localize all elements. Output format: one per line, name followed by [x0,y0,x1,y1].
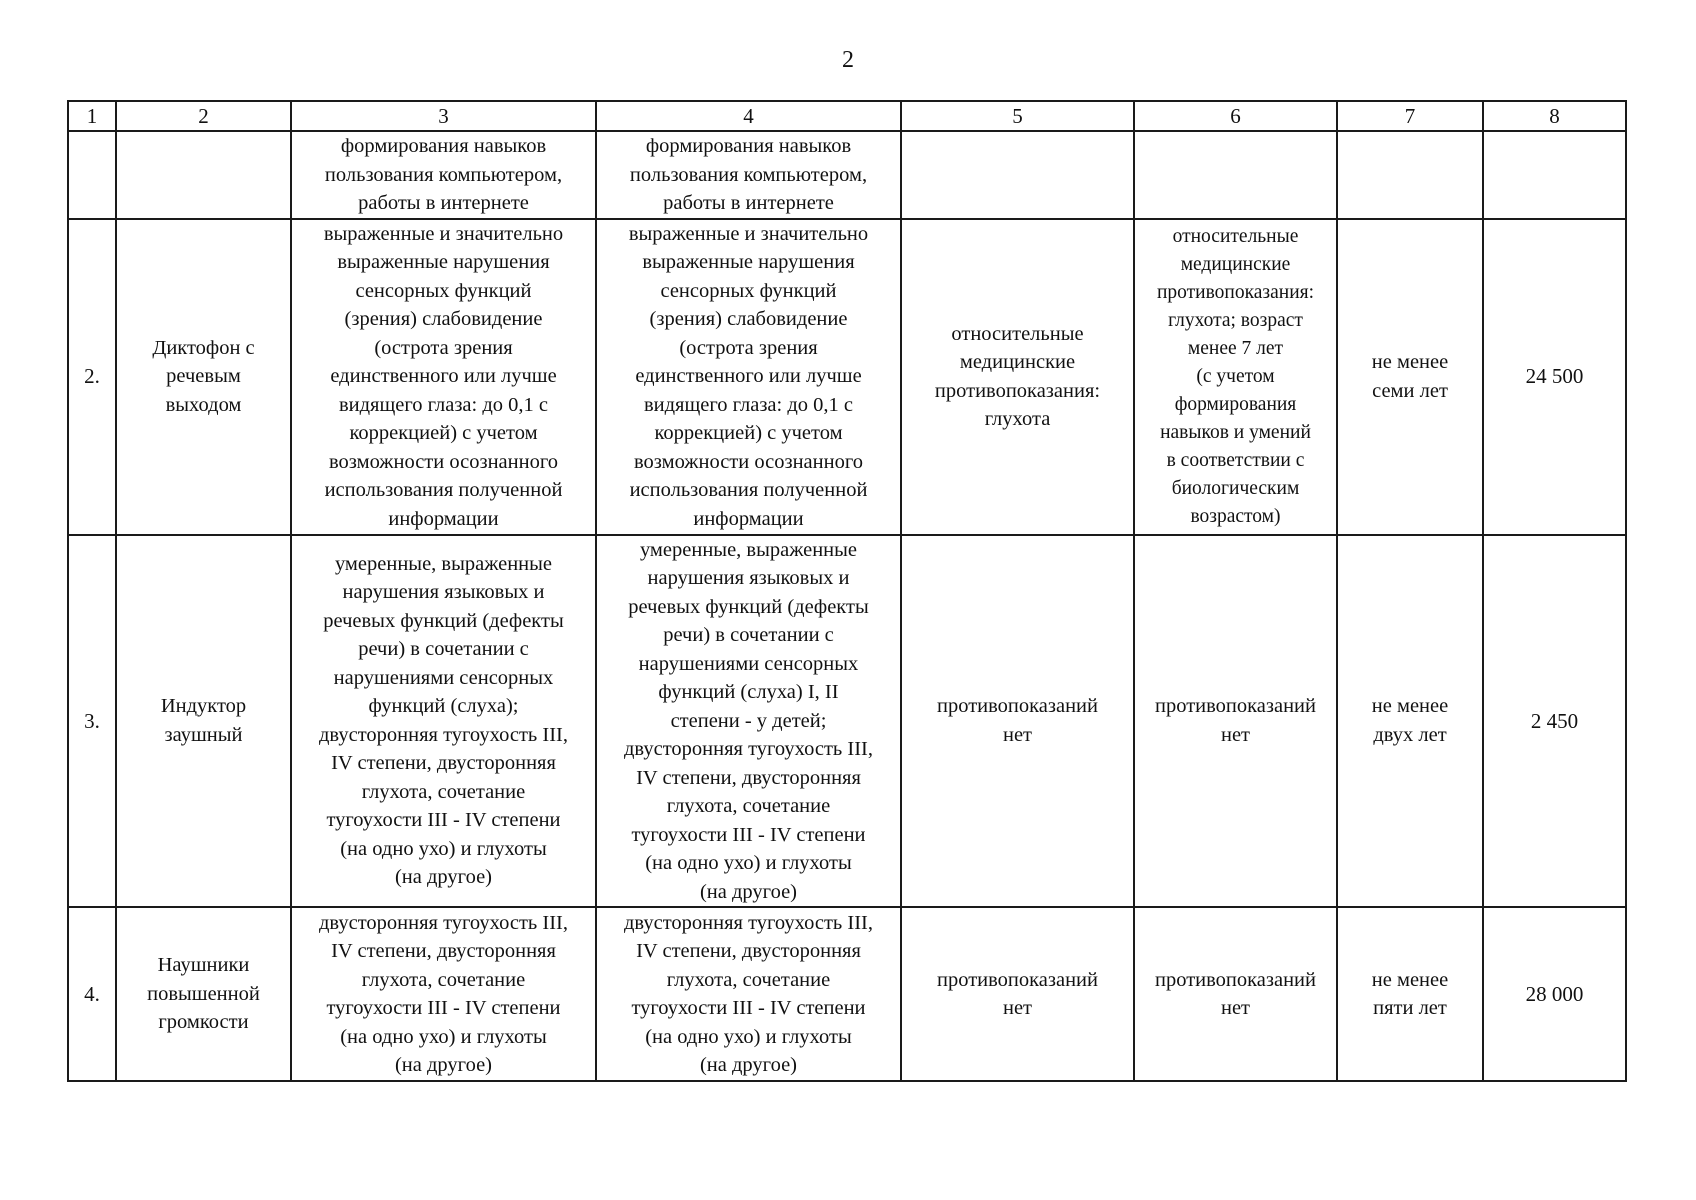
usage-term-cell [1337,131,1483,219]
product-name-cell: Индуктор заушный [116,535,291,908]
usage-term-cell: не менее пяти лет [1337,907,1483,1081]
indications-cell: умеренные, выраженные нарушения языковых и речевых функций (дефекты речи) в сочетании с нарушениями сенсорных функций (слуха); двусторонняя тугоухость III, IV степени, двусторонняя глухота, сочетание тугоухости III - IV степени (на одно ухо) и глухоты (на другое) [291,535,596,908]
price-cell [1483,131,1626,219]
column-header: 1 [68,101,116,131]
contraindications-cell: относительные медицинские противопоказания: глухота; возраст менее 7 лет (с учетом формирования навыков и умений в соответствии с биологическим возрастом) [1134,219,1337,535]
table-row [68,907,1626,1081]
indications-cell: умеренные, выраженные нарушения языковых и речевых функций (дефекты речи) в сочетании с нарушениями сенсорных функций (слуха) I, II степени - у детей; двусторонняя тугоухость III, IV степени, двусторонняя глухота, сочетание тугоухости III - IV степени (на одно ухо) и глухоты (на другое) [596,535,901,908]
requirements-table [67,100,1627,1082]
indications-cell: выраженные и значительно выраженные нарушения сенсорных функций (зрения) слабовидение (острота зрения единственного или лучше видящего глаза: до 0,1 с коррекцией) с учетом возможности осознанного использования полученной информации [596,219,901,535]
row-number-cell [68,131,116,219]
column-header: 8 [1483,101,1626,131]
indications-cell: формирования навыков пользования компьютером, работы в интернете [596,131,901,219]
contraindications-cell [901,131,1134,219]
product-name-cell: Диктофон с речевым выходом [116,219,291,535]
price-cell: 24 500 [1483,219,1626,535]
usage-term-cell: не менее двух лет [1337,535,1483,908]
column-header: 2 [116,101,291,131]
contraindications-cell [1134,131,1337,219]
table-row [68,535,1626,908]
column-header: 3 [291,101,596,131]
usage-term-cell: не менее семи лет [1337,219,1483,535]
row-number-cell: 3. [68,535,116,908]
product-name-cell [116,131,291,219]
contraindications-cell: противопоказаний нет [901,535,1134,908]
column-header: 5 [901,101,1134,131]
contraindications-cell: относительные медицинские противопоказания: глухота [901,219,1134,535]
column-header: 4 [596,101,901,131]
price-cell: 2 450 [1483,535,1626,908]
table-row [68,131,1626,219]
price-cell: 28 000 [1483,907,1626,1081]
row-number-cell: 2. [68,219,116,535]
contraindications-cell: противопоказаний нет [1134,907,1337,1081]
column-header: 7 [1337,101,1483,131]
row-number-cell: 4. [68,907,116,1081]
indications-cell: выраженные и значительно выраженные нарушения сенсорных функций (зрения) слабовидение (острота зрения единственного или лучше видящего глаза: до 0,1 с коррекцией) с учетом возможности осознанного использования полученной информации [291,219,596,535]
indications-cell: двусторонняя тугоухость III, IV степени, двусторонняя глухота, сочетание тугоухости III - IV степени (на одно ухо) и глухоты (на другое) [596,907,901,1081]
page-number: 2 [842,47,854,73]
table-row [68,219,1626,535]
column-header: 6 [1134,101,1337,131]
product-name-cell: Наушники повышенной громкости [116,907,291,1081]
indications-cell: двусторонняя тугоухость III, IV степени, двусторонняя глухота, сочетание тугоухости III - IV степени (на одно ухо) и глухоты (на другое) [291,907,596,1081]
contraindications-cell: противопоказаний нет [1134,535,1337,908]
table-header-row [68,101,1626,131]
contraindications-cell: противопоказаний нет [901,907,1134,1081]
indications-cell: формирования навыков пользования компьютером, работы в интернете [291,131,596,219]
